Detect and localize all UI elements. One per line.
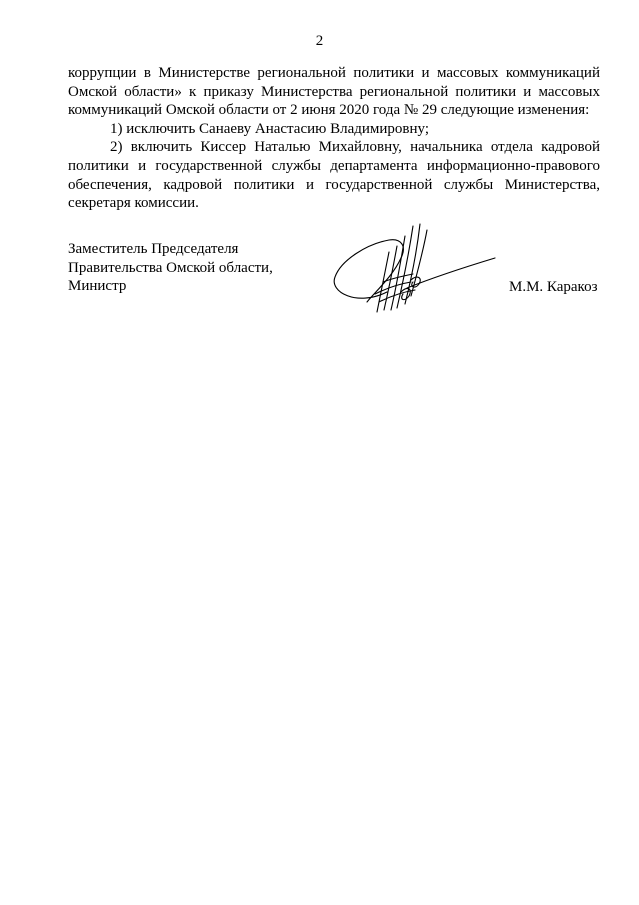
document-body bbox=[68, 64, 600, 213]
handwritten-signature bbox=[327, 222, 497, 317]
signer-name: М.М. Каракоз bbox=[509, 279, 598, 295]
paragraph-item-1: 1) исключить Санаеву Анастасию Владимировну; bbox=[110, 120, 429, 137]
signatory-position-line: Заместитель Председателя bbox=[68, 241, 239, 257]
signatory-position-line: Министр bbox=[68, 278, 127, 295]
signatory-position bbox=[68, 240, 273, 296]
page-number: 2 bbox=[315, 33, 324, 49]
signatory-position-line: Правительства Омской области, bbox=[68, 259, 273, 276]
paragraph-continuation: коррупции в Министерстве региональной политики и массовых коммуникаций Омской области» к приказу Министерства региональной политики и массовых коммуникаций Омской области от 2 июня 2020 года № 29 следующие изменения: bbox=[68, 65, 600, 119]
paragraph-item-2: 2) включить Киссер Наталью Михайловну, начальника отдела кадровой политики и государственной службы департамента информационно-правового обеспечения, кадровой политики и государственной службы Министерства, секретаря комиссии. bbox=[68, 139, 600, 212]
